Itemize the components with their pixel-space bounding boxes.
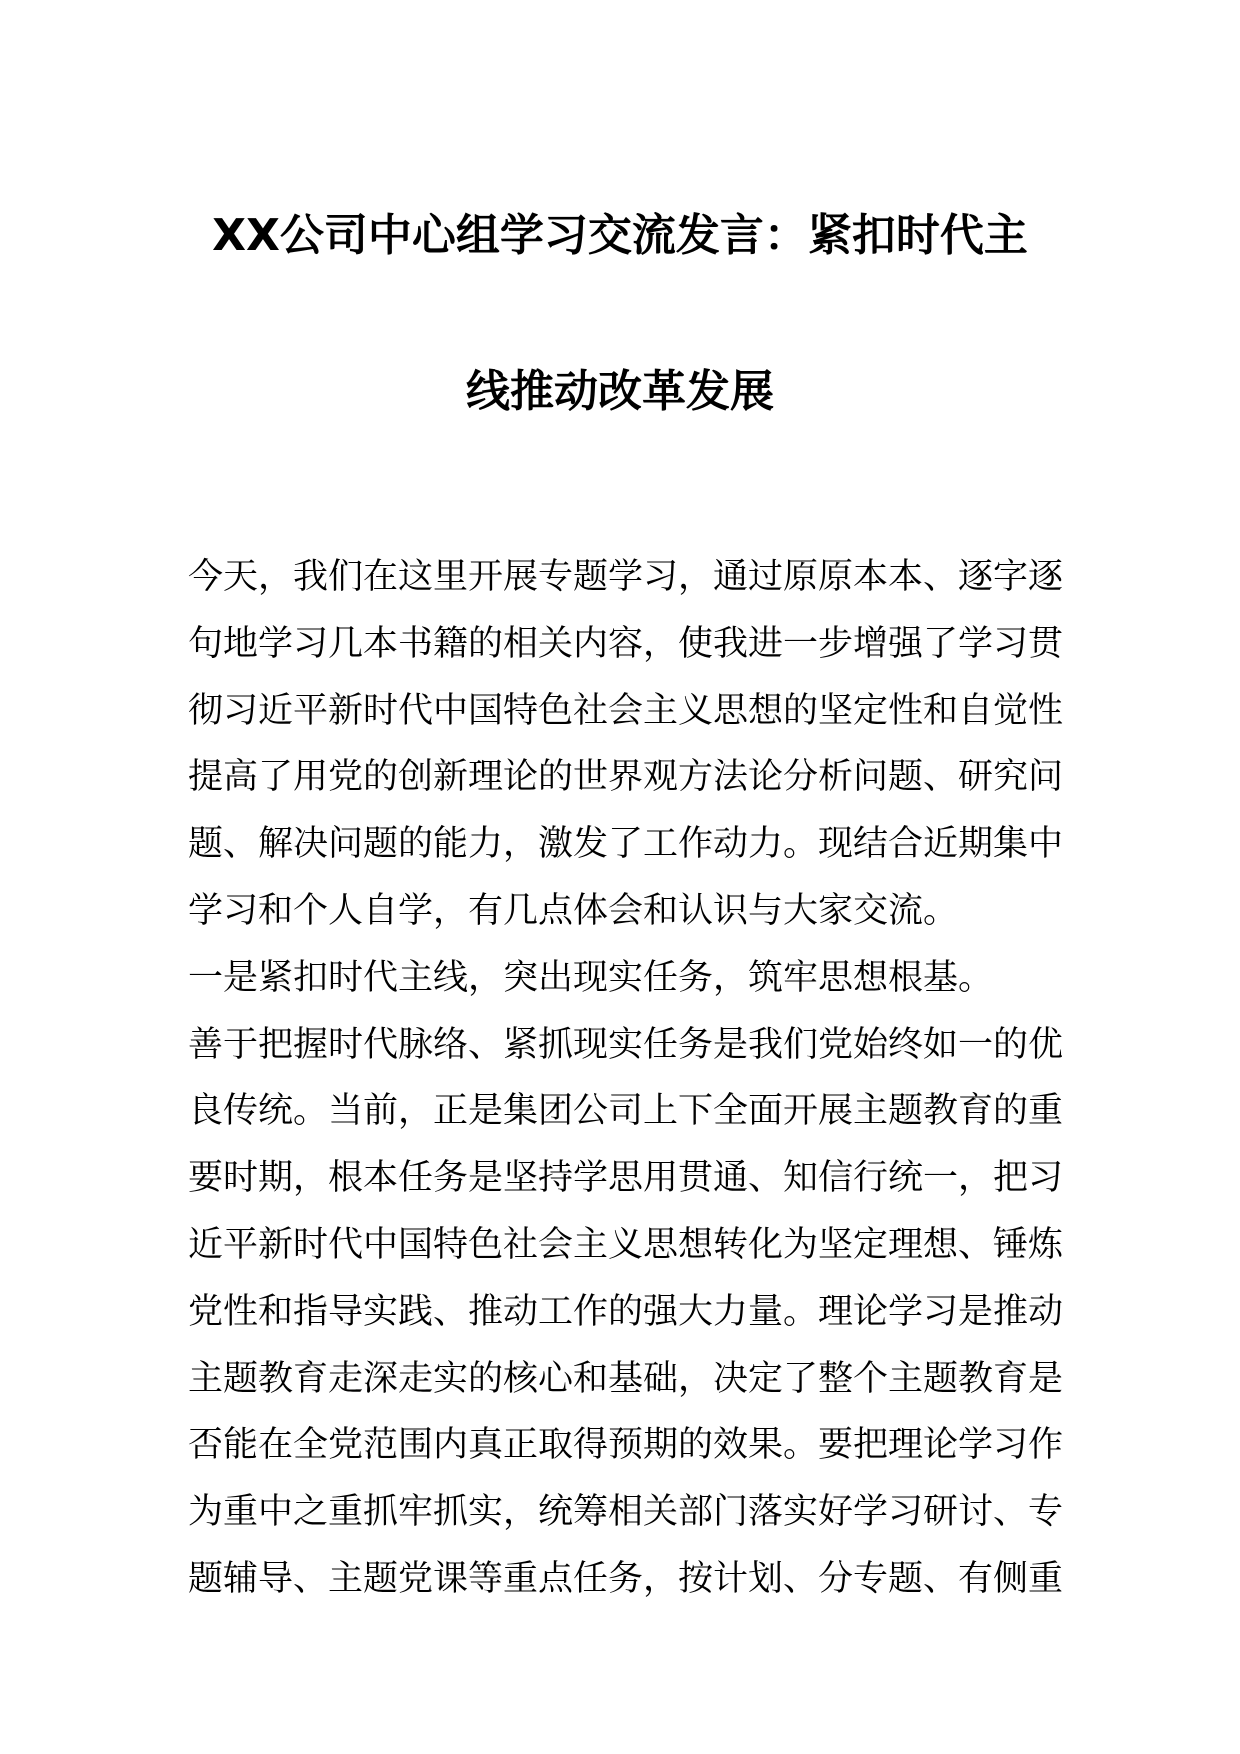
body-line-10: 要时期，根本任务是坚持学思用贯通、知信行统一，把习 — [188, 1158, 1064, 1199]
body-line-14: 否能在全党范围内真正取得预期的效果。要把理论学习作 — [188, 1425, 1064, 1466]
body-line-11: 近平新时代中国特色社会主义思想转化为坚定理想、锤炼 — [188, 1224, 1064, 1265]
body-line-4: 提高了用党的创新理论的世界观方法论分析问题、研究问 — [188, 757, 1064, 798]
document-title-line-1: XX公司中心组学习交流发言：紧扣时代主 — [212, 210, 1028, 261]
body-line-6: 学习和个人自学，有几点体会和认识与大家交流。 — [188, 890, 959, 931]
body-line-8: 善于把握时代脉络、紧抓现实任务是我们党始终如一的优 — [188, 1024, 1064, 1065]
body-line-1: 今天，我们在这里开展专题学习，通过原原本本、逐字逐 — [188, 557, 1064, 597]
document-body — [188, 544, 1064, 1613]
body-line-9: 良传统。当前，正是集团公司上下全面开展主题教育的重 — [188, 1091, 1064, 1132]
body-line-13: 主题教育走深走实的核心和基础，决定了整个主题教育是 — [188, 1358, 1064, 1399]
section-heading-1: 一是紧扣时代主线，突出现实任务，筑牢思想根基。 — [188, 957, 994, 998]
document-title-line-2: 线推动改革发展 — [466, 366, 774, 417]
body-line-12: 党性和指导实践、推动工作的强大力量。理论学习是推动 — [188, 1291, 1064, 1332]
body-line-15: 为重中之重抓牢抓实，统筹相关部门落实好学习研讨、专 — [188, 1492, 1064, 1533]
body-line-3: 彻习近平新时代中国特色社会主义思想的坚定性和自觉性 — [188, 690, 1064, 731]
body-line-2: 句地学习几本书籍的相关内容，使我进一步增强了学习贯 — [188, 623, 1064, 664]
body-line-16: 题辅导、主题党课等重点任务，按计划、分专题、有侧重 — [188, 1558, 1064, 1599]
body-line-5: 题、解决问题的能力，激发了工作动力。现结合近期集中 — [188, 824, 1064, 865]
